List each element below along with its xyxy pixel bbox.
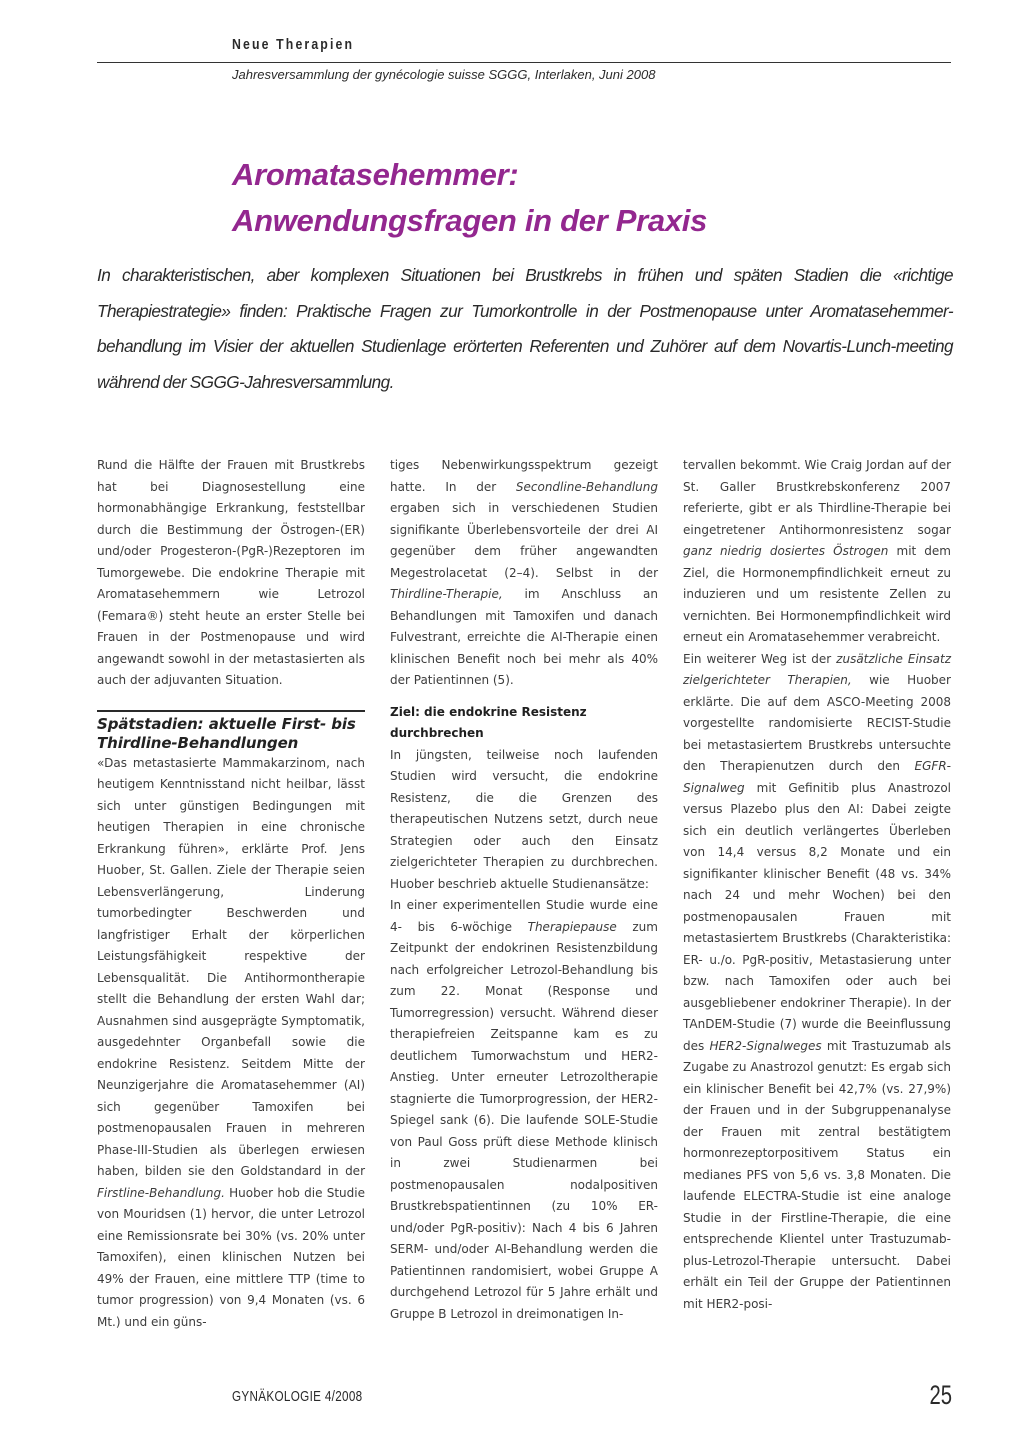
section-heading: Spätstadien: aktuelle First- bis Thirdline-Behandlungen	[97, 714, 356, 752]
text-column-1	[97, 455, 365, 1333]
page-number: 25	[929, 1380, 952, 1410]
section-divider	[97, 710, 365, 712]
header-divider	[97, 62, 951, 63]
paragraph: Rund die Hälfte der Frauen mit Brustkrebs hat bei Diagnosestellung eine hormonabhängige Erkrankung, feststellbar durch die Bestimmung der Östrogen-(ER) und/oder Progesteron-(PgR-)Rezeptoren im Tumorgewebe. Die endokrine Therapie mit Aromatasehemmern wie Letrozol (Femara®) steht heute an erster Stelle bei Frauen in der Postmenopause und wird angewandt sowohl in der metastasierten als auch der adjuvanten Situation.	[97, 458, 365, 687]
title-line-2: Anwendungsfragen in der Praxis	[232, 203, 708, 238]
text-column-3	[683, 455, 951, 1315]
paragraph: tervallen bekommt. Wie Craig Jordan auf der St. Galler Brustkrebskonferenz 2007 referierte, gibt er als Thirdline-Therapie bei eingetretener Antihormonresistenz sogar ganz niedrig dosiertes Östrogen mit dem Ziel, die Hormonempfindlichkeit erneut zu induzieren und um resistente Zellen zu vernichten. Bei Hormonempfindlichkeit wird erneut ein Aromatasehemmer verabreicht.	[683, 458, 952, 644]
paragraph: In einer experimentellen Studie wurde eine 4- bis 6-wöchige Therapiepause zum Zeitpunkt der endokrinen Resistenzbildung nach erfolgreicher Letrozol-Behandlung bis zum 22. Monat (Response und Tumorregression) versucht. Während dieser therapiefreien Zeitspanne kam es zu deutlichem Tumorwachstum und HER2-Anstieg. Unter erneuter Letrozoltherapie stagnierte die Tumorprogression, der HER2-Spiegel sank (6). Die laufende SOLE-Studie von Paul Goss prüft diese Methode klinisch in zwei Studienarmen bei postmenopausalen nodalpositiven Brustkrebspatientinnen (zu 10% ER- und/oder PgR-positiv): Nach 4 bis 6 Jahren SERM- und/oder AI-Behandlung werden die Patientinnen randomisiert, wobei Gruppe A durchgehend Letrozol für 5 Jahre erhält und Gruppe B Letrozol in dreimonatigen In-	[390, 898, 658, 1321]
section-label: Neue Therapien	[232, 36, 355, 53]
title-line-1: Aromatasehemmer:	[232, 157, 519, 192]
paragraph: Ein weiterer Weg ist der zusätzliche Einsatz zielgerichteter Therapien, wie Huober erklärte. Die auf dem ASCO-Meeting 2008 vorgestellte randomisierte RECIST-Studie bei metastasiertem Brustkrebs untersuchte den Therapienutzen durch den EGFR-Signalweg mit Gefinitib plus Anastrozol versus Plazebo plus den AI: Dabei zeigte sich ein deutlich verlängertes Überleben von 14,4 versus 8,2 Monate und ein signifikanter klinischer Benefit (48 vs. 34% nach 24 und mehr Wochen) bei den postmenopausalen Frauen mit metastasiertem Brustkrebs (Charakteristika: ER- u./o. PgR-positiv, Metastasierung unter bzw. nach Tamoxifen oder auch bei ausgebliebener endokriner Therapie). In der TAnDEM-Studie (7) wurde die Beeinflussung des HER2-Signalweges mit Trastuzumab als Zugabe zu Anastrozol genutzt: Es ergab sich ein klinischer Benefit bei 42,7% (vs. 27,9%) der Frauen und in der Subgruppenanalyse der Frauen mit zentral bestätigtem hormonrezeptorpositivem Status ein medianes PFS von 5,6 vs. 3,8 Monaten. Die laufende ELECTRA-Studie ist eine analoge Studie in der Firstline-Therapie, die eine entsprechende Klientel unter Trastuzumab-plus-Letrozol-Therapie untersucht. Dabei erhält ein Teil der Gruppe der Patientinnen mit HER2-posi-	[683, 651, 951, 1311]
paragraph: «Das metastasierte Mammakarzinom, nach heutigem Kenntnisstand nicht heilbar, lässt sich unter günstigen Bedingungen mit heutigen Therapien in eine chronische Erkrankung führen», erklärte Prof. Jens Huober, St. Gallen. Ziele der Therapie seien Lebensverlängerung, Linderung tumorbedingter Beschwerden und langfristiger Erhalt der körperlichen Leistungsfähigkeit respektive der Lebensqualität. Die Antihormontherapie stellt die Behandlung der ersten Wahl dar; Ausnahmen sind ausgeprägte Symptomatik, ausgedehnter Organbefall sowie die endokrine Resistenz. Seitdem Mitte der Neunzigerjahre die Aromatasehemmer (AI) sich gegenüber Tamoxifen bei postmenopausalen Frauen in mehreren Phase-III-Studien als überlegen erwiesen haben, bilden sie den Goldstandard in der Firstline-Behandlung. Huober hob die Studie von Mouridsen (1) hervor, die unter Letrozol eine Remissionsrate bei 30% (vs. 20% unter Tamoxifen), einen klinischen Nutzen bei 49% der Frauen, eine mittlere TTP (time to tumor progression) von 9,4 Monaten (vs. 6 Mt.) und ein güns-	[97, 755, 365, 1329]
event-subtitle: Jahresversammlung der gynécologie suisse SGGG, Interlaken, Juni 2008	[232, 67, 656, 82]
text-column-2	[390, 455, 658, 1325]
paragraph: In jüngsten, teilweise noch laufenden Studien wird versucht, die endokrine Resistenz, die die Grenzen des therapeutischen Nutzens setzt, durch neue Strategien oder auch den Einsatz zielgerichteter Therapien zu durchbrechen. Huober beschrieb aktuelle Studienansätze:	[390, 747, 658, 891]
subsection-heading: Ziel: die endokrine Resistenz durchbrechen	[390, 704, 587, 740]
article-lead: In charakteristischen, aber komplexen Situationen bei Brustkrebs in frühen und späten Stadien die «richtige Therapiestrategie» finden: Praktische Fragen zur Tumorkontrolle in der Postmenopause unter Aromatasehemmer-behandlung im Visier der aktuellen Studienlage erörterten Referenten und Zuhörer auf dem Novartis-Lunch-meeting während der SGGG-Jahresversammlung.	[97, 265, 953, 392]
journal-issue: GYNÄKOLOGIE 4/2008	[232, 1388, 363, 1405]
article-title	[232, 152, 707, 244]
paragraph: tiges Nebenwirkungsspektrum gezeigt hatte. In der Secondline-Behandlung ergaben sich in verschiedenen Studien signifikante Überlebensvorteile der drei AI gegenüber dem früher angewandten Megestrolacetat (2–4). Selbst in der Thirdline-Therapie, im Anschluss an Behandlungen mit Tamoxifen und danach Fulvestrant, erreichte die AI-Therapie einen klinischen Benefit noch bei mehr als 40% der Patientinnen (5).	[390, 458, 658, 687]
